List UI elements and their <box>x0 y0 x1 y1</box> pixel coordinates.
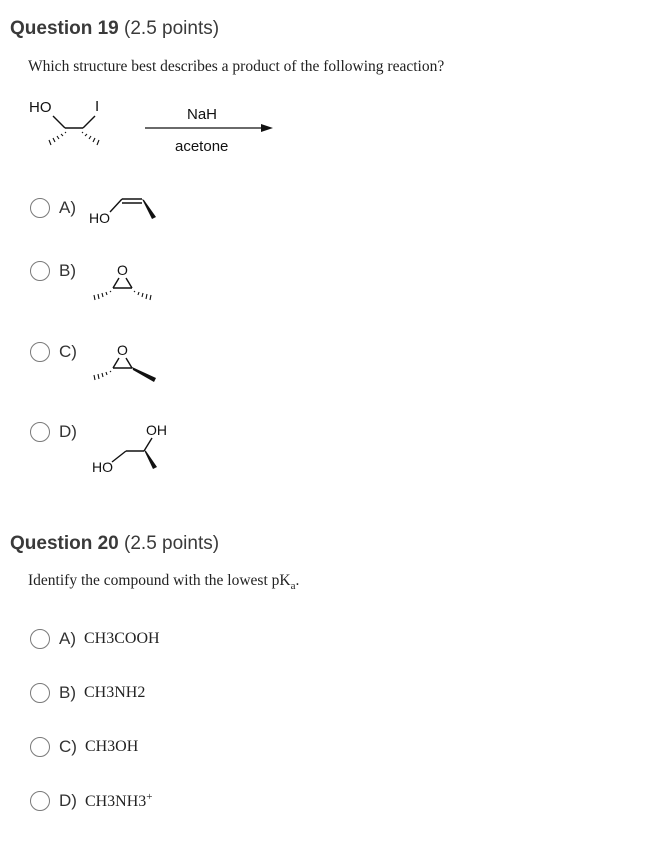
option-text: CH3OH <box>84 738 139 755</box>
option-formula: CH3NH3 <box>84 793 147 810</box>
radio-button[interactable] <box>30 422 50 442</box>
option-letter: B) <box>59 261 76 280</box>
radio-button[interactable] <box>30 261 50 281</box>
q19-option-b-structure <box>86 260 166 310</box>
reagent-acetone: acetone <box>175 138 229 155</box>
reactant-i-label: I <box>95 98 100 115</box>
structure-ho-label: HO <box>89 210 110 226</box>
radio-button[interactable] <box>30 198 50 218</box>
reactant-ho-label: HO <box>29 99 52 116</box>
epoxide-o-label: O <box>117 342 128 358</box>
structure-ho-label: HO <box>92 459 113 475</box>
q19-option-a[interactable] <box>30 198 76 218</box>
option-letter: D) <box>59 791 77 810</box>
question-20-title <box>10 533 219 555</box>
question-number: Question 19 <box>10 18 119 39</box>
prompt-period: . <box>295 572 300 589</box>
option-letter: C) <box>59 737 77 756</box>
q20-option-a[interactable] <box>30 629 160 649</box>
question-19-title <box>10 18 219 40</box>
radio-button[interactable] <box>30 791 50 811</box>
q19-option-b[interactable] <box>30 261 76 281</box>
option-text <box>85 791 153 811</box>
q20-option-b[interactable] <box>30 683 145 703</box>
question-points: (2.5 points) <box>124 18 220 39</box>
question-points: (2.5 points) <box>124 533 220 554</box>
q19-option-c[interactable] <box>30 342 77 362</box>
option-charge: + <box>146 791 153 803</box>
q20-option-d[interactable] <box>30 791 153 811</box>
radio-button[interactable] <box>30 683 50 703</box>
option-letter: C) <box>59 342 77 361</box>
reaction-scheme <box>25 92 285 162</box>
prompt-text: Identify the compound with the lowest pK <box>28 572 291 589</box>
reaction-arrow <box>145 124 273 132</box>
option-letter: D) <box>59 422 77 441</box>
reagent-nah: NaH <box>187 106 218 123</box>
reactant-structure <box>29 98 99 145</box>
question-20-prompt <box>28 572 299 592</box>
q19-option-d[interactable] <box>30 422 77 442</box>
radio-button[interactable] <box>30 629 50 649</box>
option-text: CH3COOH <box>84 630 160 647</box>
option-letter: A) <box>59 629 76 648</box>
option-letter: A) <box>59 198 76 217</box>
epoxide-o-label: O <box>117 262 128 278</box>
q19-option-a-structure <box>86 188 166 233</box>
question-19-prompt: Which structure best describes a product of the following reaction? <box>28 58 445 75</box>
structure-oh-label: OH <box>146 422 167 438</box>
q19-option-d-structure <box>86 418 176 478</box>
prompt-subscript: a <box>290 580 296 592</box>
question-number: Question 20 <box>10 533 119 554</box>
radio-button[interactable] <box>30 737 50 757</box>
radio-button[interactable] <box>30 342 50 362</box>
option-letter: B) <box>59 683 76 702</box>
q19-option-c-structure <box>86 340 166 390</box>
q20-option-c[interactable] <box>30 737 138 757</box>
option-text: CH3NH2 <box>84 684 146 701</box>
